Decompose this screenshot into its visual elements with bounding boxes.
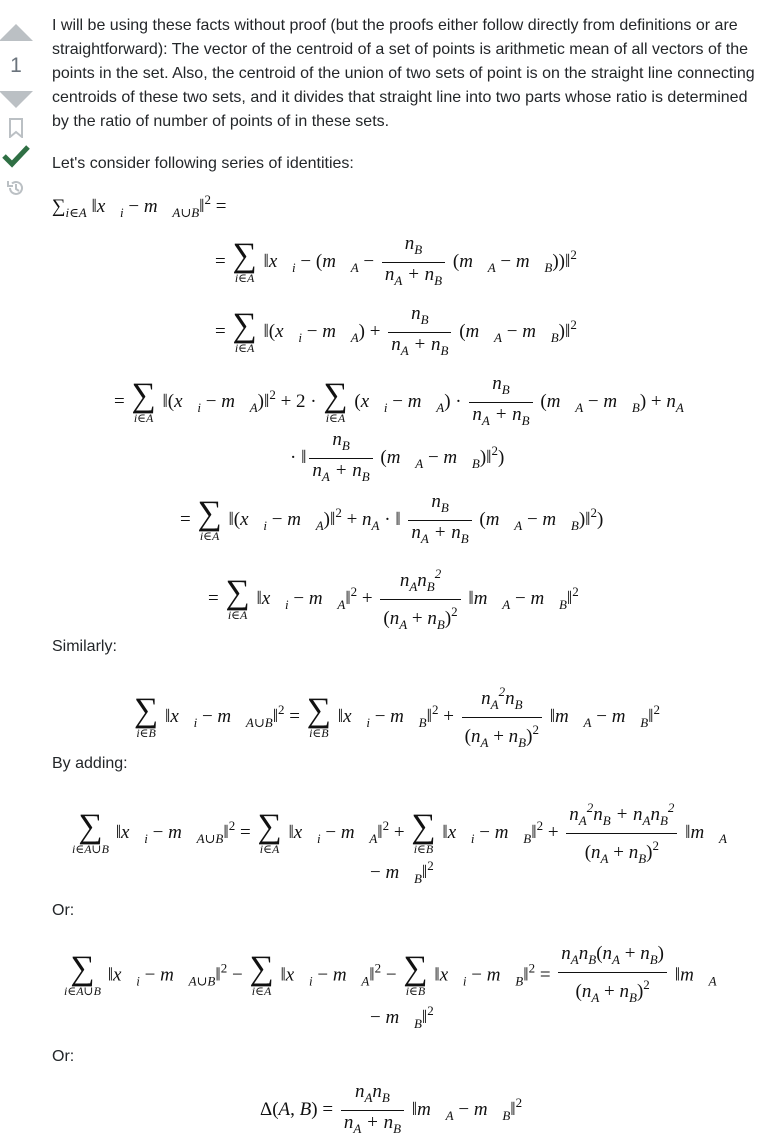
upvote-arrow-icon[interactable]	[0, 24, 33, 41]
vote-count: 1	[10, 54, 22, 77]
equation-line-6: = ∑ i∈A $‖(x⃗_i$ − $m⃗_A)‖^2 + n_A$ · ‖ $\frac{n_B}{n_A + n_B}$ ($m⃗_A$ − $m⃗_B)‖^2$)	[180, 491, 604, 546]
downvote-button[interactable]	[0, 91, 32, 108]
equation-adding-2: − $m⃗_B‖^2$	[370, 858, 434, 886]
equation-line-4: = ∑ i∈A $‖(x⃗_i$ − $m⃗_A)‖^2 + 2$ · ∑ i∈A ($x⃗_i$ − $m⃗_A$) · $\frac{n_B}{n_A + n_B}$ ($m⃗_A$ − $m⃗_B) + n_A$	[114, 373, 684, 428]
equation-delta: Δ(A, B) = $\frac{n_An_B}{n_A + n_B}$ $‖m⃗_A$ − $m⃗_B‖^2$	[260, 1081, 523, 1136]
equation-line-1: $\sum_{i\in A}$ $‖x⃗_i$ − $m⃗_{A\cup B}‖^2$ =	[52, 192, 227, 220]
upvote-button[interactable]	[0, 18, 32, 41]
equation-or-1: ∑ i∈A∪B $‖x⃗_i$ − $m⃗_{A\cup B}‖^2$ − ∑ i∈A $‖x⃗_i$ − $m⃗_A‖^2$ − ∑ i∈B $‖x⃗_i$ − $m⃗_B‖^2$ = $\frac{n_An_B(n_A + n_B)}{(n_A + n_B)^2}$ $‖m⃗_A$	[64, 943, 717, 1005]
equation-line-5: · ‖ $\frac{n_B}{n_A + n_B}$ ($m⃗_A$ − $m⃗_B)‖^2$)	[290, 429, 505, 484]
equation-line-2: = ∑ i∈A $‖x⃗_i$ − ($m⃗_A$ − $\frac{n_B}{n_A + n_B}$ ($m⃗_A$ − $m⃗_B))‖^2$	[215, 233, 577, 288]
equation-or-1b: − $m⃗_B‖^2$	[370, 1003, 434, 1031]
downvote-arrow-icon[interactable]	[0, 91, 33, 108]
accepted-answer-mark	[0, 144, 32, 168]
consider-text: Let's consider following series of identities:	[52, 155, 354, 172]
by-adding-text: By adding:	[52, 755, 128, 772]
vote-column	[0, 18, 32, 198]
accepted-checkmark-icon	[2, 144, 30, 168]
equation-similarly: ∑ i∈B $‖x⃗_i$ − $m⃗_{A\cup B}‖^2$ = ∑ i∈B $‖x⃗_i$ − $m⃗_B‖^2$ + $\frac{n_A^2n_B}{(n_A + n_B)^2}$ $‖m⃗_A$ − $m⃗_B‖^2$	[132, 680, 660, 755]
equation-line-3: = ∑ i∈A $‖(x⃗_i$ − $m⃗_A$) + $\frac{n_B}{n_A + n_B}$ ($m⃗_A$ − $m⃗_B)‖^2$	[215, 303, 577, 358]
history-button[interactable]	[0, 178, 32, 198]
intro-paragraph: I will be using these facts without proof (but the proofs either follow directly from definitions or are straightforward): The vector of the centroid of a set of points is arithmetic mean of all vectors of the points in the set. Also, the centroid of the union of two sets of point is on the straight line connecting centroids of these two sets, and it divides that straight line into two parts whose ratio is determined by the ratio of number of points of in these sets.	[52, 17, 755, 130]
equation-adding-1: ∑ i∈A∪B $‖x⃗_i$ − $m⃗_{A\cup B}‖^2$ = ∑ i∈A $‖x⃗_i$ − $m⃗_A‖^2$ + ∑ i∈B $‖x⃗_i$ − $m⃗_B‖^2$ + $\frac{n_A^2n_B + n_An_B^2}{(n_A + n_B)^2}$ $‖m⃗_A$	[70, 796, 727, 871]
similarly-text: Similarly:	[52, 638, 117, 655]
bookmark-icon[interactable]	[8, 118, 24, 138]
history-icon[interactable]	[6, 178, 26, 198]
or-text-2: Or:	[52, 1048, 75, 1065]
equation-line-7: = ∑ i∈A $‖x⃗_i$ − $m⃗_A‖^2$ + $\frac{n_An_B^2}{(n_A + n_B)^2}$ $‖m⃗_A$ − $m⃗_B‖^2$	[208, 562, 579, 637]
answer-body	[52, 14, 762, 134]
or-text-1: Or:	[52, 902, 75, 919]
bookmark-button[interactable]	[0, 118, 32, 138]
